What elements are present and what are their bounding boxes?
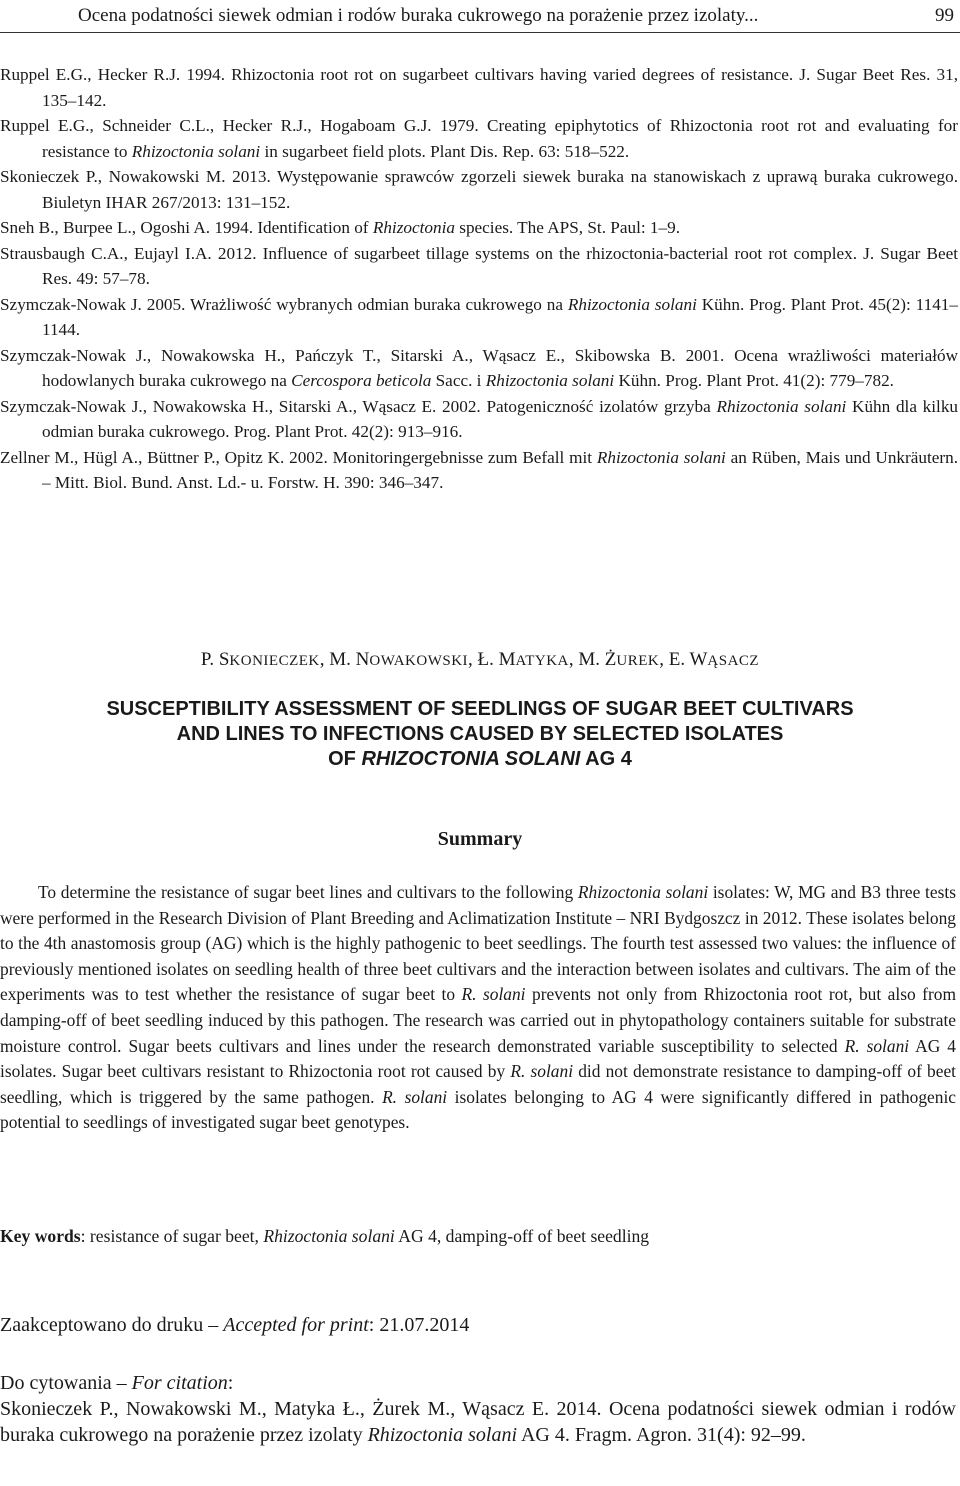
- reference-item: [0, 113, 958, 164]
- keywords: [0, 1224, 956, 1249]
- text-run: Skonieczek P., Nowakowski M. 2013. Występowanie sprawców zgorzeli siewek buraka na stanowiskach z uprawą buraka cukrowego. Biuletyn IHAR 267/2013: 131–152.: [0, 167, 958, 212]
- citation-text: [0, 1396, 956, 1448]
- text-run: Kühn dla kilku odmian buraka cukrowego. Prog. Plant Prot. 42(2): 913–916.: [42, 396, 959, 441]
- author-name: M. NOWAKOWSKI,: [329, 649, 478, 670]
- italic-text: Rhizoctonia solani: [263, 1226, 395, 1246]
- text-run: To determine the resistance of sugar beet lines and cultivars to the following: [38, 882, 578, 902]
- text-run: isolates belonging to AG 4 were significantly differed in pathogenic potential to seedlings of investigated sugar beet genotypes.: [0, 1086, 956, 1133]
- text-run: Sacc. i: [431, 371, 486, 390]
- italic-text: R. solani: [510, 1061, 574, 1082]
- italic-text: Rhizoctonia: [372, 218, 455, 237]
- text-run: Ruppel E.G., Hecker R.J. 1994. Rhizoctonia root rot on sugarbeet cultivars having varied degrees of resistance. J. Sugar Beet Res. 31, 135–142.: [0, 65, 958, 110]
- italic-text: RHIZOCTONIA SOLANI: [361, 748, 581, 770]
- text-run: in sugarbeet field plots. Plant Dis. Rep. 63: 518–522.: [260, 141, 630, 161]
- italic-text: Rhizoctonia solani: [716, 396, 847, 416]
- citation-block: [0, 1370, 956, 1448]
- text-run: did not demonstrate resistance to damping-off of beet seedling, which is triggered by the same pathogen.: [0, 1061, 957, 1107]
- summary-abstract: [0, 880, 956, 1136]
- title-line: [0, 747, 960, 772]
- citation-label: [0, 1370, 956, 1396]
- text-run: AND LINES TO INFECTIONS CAUSED BY SELECTED ISOLATES: [176, 723, 784, 745]
- summary-heading: Summary: [437, 828, 523, 850]
- italic-text: R. solani: [844, 1035, 910, 1056]
- italic-text: R. solani: [382, 1086, 448, 1107]
- page-number: 99: [935, 5, 954, 26]
- text-run: SUSCEPTIBILITY ASSESSMENT OF SEEDLINGS OF SUGAR BEET CULTIVARS: [106, 698, 854, 720]
- text-run: Sneh B., Burpee L., Ogoshi A. 1994. Identification of: [0, 218, 373, 237]
- reference-item: [0, 62, 958, 113]
- text-run: Szymczak-Nowak J., Nowakowska H., Sitarski A., Wąsacz E. 2002. Patogeniczność izolatów grzyba: [0, 396, 717, 416]
- text-run: Strausbaugh C.A., Eujayl I.A. 2012. Influence of sugarbeet tillage systems on the rhizoctonia-bacterial root rot complex. J. Sugar Beet Res. 49: 57–78.: [0, 243, 958, 288]
- text-run: Zaakceptowano do druku –: [0, 1314, 224, 1336]
- italic-text: Rhizoctonia solani: [596, 447, 726, 467]
- text-run: : resistance of sugar beet,: [80, 1226, 264, 1246]
- text-run: species. The APS, St. Paul: 1–9.: [454, 218, 680, 237]
- italic-text: Rhizoctonia solani: [485, 371, 615, 390]
- author-name: P. SKONIECZEK,: [200, 649, 330, 670]
- text-run: Szymczak-Nowak J. 2005. Wrażliwość wybranych odmian buraka cukrowego na: [0, 294, 568, 314]
- reference-item: [0, 343, 958, 394]
- text-run: : 21.07.2014: [368, 1314, 470, 1336]
- italic-text: R. solani: [461, 984, 526, 1005]
- running-head: [0, 0, 960, 33]
- italic-text: Rhizoctonia solani: [131, 141, 261, 161]
- text-run: Skonieczek P., Nowakowski M., Matyka Ł., Żurek M., Wąsacz E. 2014. Ocena podatności siewek odmian i rodów buraka cukrowego na porażenie przez izolaty: [0, 1398, 956, 1446]
- bold-text: Key words: [0, 1226, 81, 1246]
- italic-text: Rhizoctonia solani: [567, 294, 697, 314]
- text-run: prevents not only from Rhizoctonia root rot, but also from damping-off of beet seedling induced by this pathogen. The research was carried out in phytopathology containers suitable for substrate moisture control. Sugar beets cultivars and lines under the research demonstrated variable susceptibility to selected: [0, 984, 956, 1056]
- text-run: AG 4 isolates. Sugar beet cultivars resistant to Rhizoctonia root rot caused by: [0, 1035, 956, 1082]
- italic-text: Rhizoctonia solani: [367, 1424, 518, 1446]
- author-name: E. WĄSACZ: [668, 649, 760, 670]
- title-line: [0, 697, 960, 722]
- italic-text: For citation: [131, 1372, 228, 1394]
- author-name: M. ŻUREK,: [578, 649, 669, 670]
- text-run: OF: [328, 748, 362, 770]
- abstract-paragraph: [0, 880, 956, 1136]
- reference-item: [0, 164, 958, 215]
- text-run: an Rüben, Mais und Unkräutern. – Mitt. Biol. Bund. Anst. Ld.- u. Forstw. H. 390: 346–347.: [42, 447, 958, 492]
- italic-text: Accepted for print: [223, 1314, 369, 1336]
- text-run: Szymczak-Nowak J., Nowakowska H., Pańczyk T., Sitarski A., Wąsacz E., Skibowska B. 2001. Ocena wrażliwości materiałów hodowlanych buraka cukrowego na: [0, 345, 958, 390]
- text-run: AG 4: [580, 748, 632, 770]
- text-run: Do cytowania –: [0, 1372, 132, 1394]
- article-title: [0, 697, 960, 772]
- reference-list: [0, 62, 958, 496]
- text-run: Zellner M., Hügl A., Büttner P., Opitz K. 2002. Monitoringergebnisse zum Befall mit: [0, 447, 597, 467]
- running-head-title: Ocena podatności siewek odmian i rodów buraka cukrowego na porażenie przez izolaty...: [78, 5, 759, 26]
- italic-text: Rhizoctonia solani: [577, 882, 709, 902]
- reference-item: [0, 292, 958, 343]
- reference-item: [0, 445, 958, 496]
- text-run: AG 4, damping-off of beet seedling: [394, 1226, 650, 1246]
- reference-item: [0, 215, 958, 241]
- title-line: [0, 722, 960, 747]
- accepted-for-print: [0, 1312, 956, 1338]
- text-run: :: [227, 1372, 234, 1394]
- text-run: Ruppel E.G., Schneider C.L., Hecker R.J., Hogaboam G.J. 1979. Creating epiphytotics of Rhizoctonia root rot and evaluating for resistance to: [0, 116, 958, 161]
- italic-text: Cercospora beticola: [291, 371, 432, 390]
- author-name: Ł. MATYKA,: [477, 649, 579, 670]
- reference-item: [0, 394, 958, 445]
- text-run: Kühn. Prog. Plant Prot. 45(2): 1141–1144.: [42, 294, 958, 339]
- reference-item: [0, 241, 958, 292]
- text-run: Kühn. Prog. Plant Prot. 41(2): 779–782.: [614, 371, 894, 390]
- author-list: [0, 648, 960, 673]
- text-run: AG 4. Fragm. Agron. 31(4): 92–99.: [517, 1424, 806, 1446]
- text-run: isolates: W, MG and B3 three tests were performed in the Research Division of Plant Breeding and Aclimatization Institute – NRI Bydgoszcz in 2012. These isolates belong to the 4th anastomosis group (AG) which is the highly pathogenic to beet seedlings. The fourth test assessed two values: the influence of previously mentioned isolates on seedling health of three beet cultivars and the interaction between isolates and cultivars. The aim of the experiments was to test whether the resistance of sugar beet to: [0, 882, 956, 1005]
